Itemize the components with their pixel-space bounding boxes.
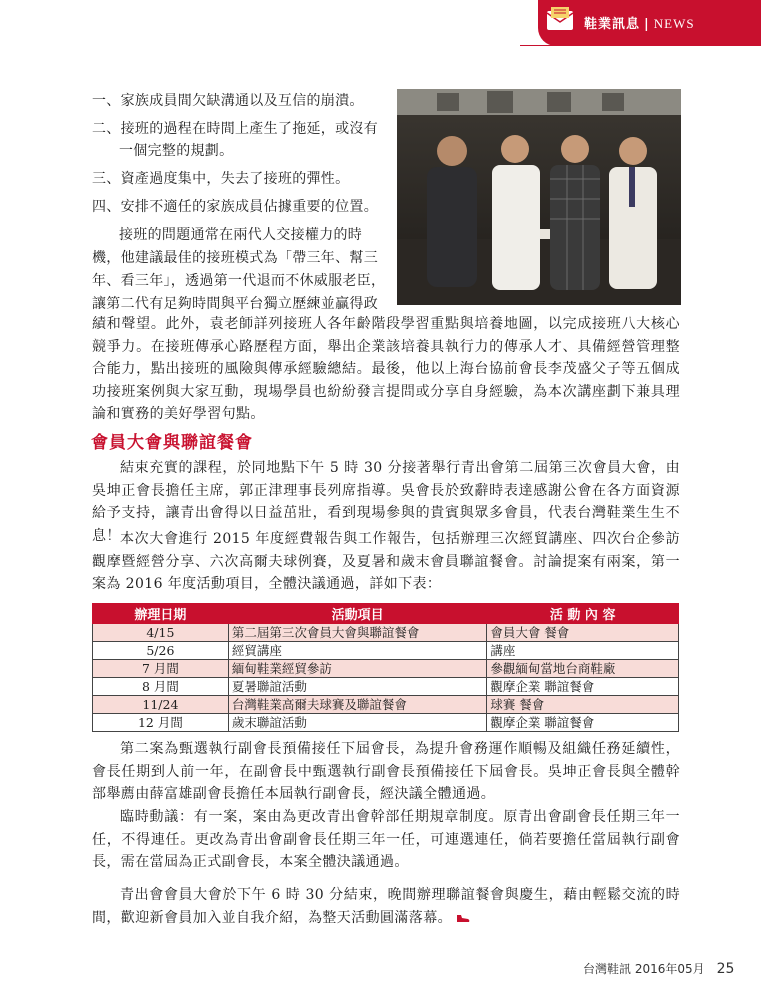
cell-date: 8 月間 [93, 678, 229, 696]
table-row [93, 642, 679, 660]
cell-activity: 緬甸鞋業經貿參訪 [228, 660, 487, 678]
cell-content: 觀摩企業 聯誼餐會 [487, 678, 679, 696]
group-photo-illustration [397, 89, 681, 305]
para-motion-text: 臨時動議：有一案，案由為更改青出會幹部任期規章制度。原青出會副會長任期三年一任，不得連任。更改為青出會副會長任期三年一任，可連選連任，倘若要擔任當屆執行副會長，需在當屆為正式副會長，本案全體決議通過。 [92, 809, 680, 870]
column-header-activity: 活動項目 [228, 604, 487, 624]
section-label [584, 13, 695, 32]
para1-line-2: 機，他建議最佳的接班模式為「帶三年、幫三 [92, 250, 378, 266]
cell-content: 講座 [487, 642, 679, 660]
cell-activity: 台灣鞋業高爾夫球賽及聯誼餐會 [228, 696, 487, 714]
cell-content: 球賽 餐會 [487, 696, 679, 714]
page-footer [583, 960, 734, 977]
list-item-2-continued: 一個完整的規劃。 [119, 143, 234, 159]
para-closing [92, 884, 680, 929]
section-tab [538, 0, 761, 46]
para-report [92, 528, 680, 596]
cell-activity: 歲末聯誼活動 [228, 714, 487, 732]
event-photo [397, 89, 681, 305]
para-second-proposal-text: 第二案為甄選執行副會長預備接任下屆會長，為提升會務運作順暢及組織任務延續性，會長任期到人前一年，在副會長中甄選執行副會長預備接任下屆會長。吳坤正會長與全體幹部舉薦由薛富雄副會長擔任本屆執行副會長，經決議全體通過。 [92, 741, 680, 802]
cell-content: 觀摩企業 聯誼餐會 [487, 714, 679, 732]
para1-line-1: 接班的問題通常在兩代人交接權力的時 [119, 227, 363, 243]
page-header [0, 0, 761, 46]
column-header-date: 辦理日期 [93, 604, 229, 624]
table-row [93, 678, 679, 696]
activity-schedule-table [92, 603, 679, 732]
para-assembly-text: 結束充實的課程，於同地點下午 5 時 30 分接著舉行青出會第二屆第三次會員大會，由吳坤正會長擔任主席，郭正津理事長列席指導。吳會長於致辭時表達感謝公會在各方面資源給予支持，讓青出會得以日益茁壯，看到現場參與的貴賓與眾多會員，代表台灣鞋業生生不息！ [92, 460, 680, 544]
envelope-icon [546, 6, 576, 32]
list-item-1: 一、家族成員間欠缺溝通以及互信的崩潰。 [92, 93, 364, 109]
cell-activity: 第二屆第三次會員大會與聯誼餐會 [228, 624, 487, 642]
cell-activity: 夏暑聯誼活動 [228, 678, 487, 696]
list-item-4: 四、安排不適任的家族成員佔據重要的位置。 [92, 199, 378, 215]
page-number: 25 [716, 961, 735, 977]
cell-content: 參觀緬甸當地台商鞋廠 [487, 660, 679, 678]
table-header-row [93, 604, 679, 624]
para-closing-text: 青出會會員大會於下午 6 時 30 分結束，晚間辦理聯誼餐會與慶生，藉由輕鬆交流的時間，歡迎新會員加入並自我介紹，為整天活動圓滿落幕。 [92, 887, 680, 926]
section-name: 鞋業訊息 [584, 17, 641, 32]
cell-content: 會員大會 餐會 [487, 624, 679, 642]
table-row [93, 624, 679, 642]
para1-rest-text: 績和聲望。此外，袁老師詳列接班人各年齡階段學習重點與培養地圖，以完成接班八大核心競爭力。在接班傳承心路歷程方面，舉出企業該培養具執行力的傳承人才、具備經營管理整合能力，點出接班的風險與傳承經驗總結。最後，他以上海台協前會長李茂盛父子等五個成功接班案例與大家互動，現場學員也紛紛發言提問或分享自身經驗，為本次講座劃下兼具理論和實務的美好學習句點。 [92, 316, 680, 422]
table-row [93, 660, 679, 678]
cell-date: 11/24 [93, 696, 229, 714]
para1-continued [92, 313, 680, 426]
para-second-proposal [92, 738, 680, 806]
cell-date: 5/26 [93, 642, 229, 660]
shoe-end-mark-icon [456, 913, 470, 923]
para-report-text: 本次大會進行 2015 年度經費報告與工作報告，包括辦理三次經貿講座、四次台企參訪觀摩暨經營分享、六次高爾夫球例賽，及夏暑和歲末會員聯誼餐會。討論提案有兩案，第一案為 2016 年度活動項目，全體決議通過，詳如下表： [92, 531, 680, 592]
list-item-3: 三、資產過度集中，失去了接班的彈性。 [92, 171, 350, 187]
section-heading: 會員大會與聯誼餐會 [91, 433, 253, 453]
para-motion [92, 806, 680, 874]
cell-date: 12 月間 [93, 714, 229, 732]
table-row [93, 714, 679, 732]
column-header-content: 活 動 內 容 [487, 604, 679, 624]
para-closing-wrapper [92, 884, 680, 929]
cell-date: 7 月間 [93, 660, 229, 678]
list-item-2: 二、接班的過程在時間上產生了拖延，或沒有 [92, 121, 378, 137]
para1-line-3: 年、看三年」，透過第一代退而不休威服老臣， [92, 273, 386, 289]
section-name-en: NEWS [653, 16, 695, 31]
para1-line-4: 讓第二代有足夠時間與平台獨立歷練並贏得政 [92, 296, 378, 312]
magazine-issue: 台灣鞋訊 2016年05月 [583, 962, 705, 976]
table-row [93, 696, 679, 714]
cell-date: 4/15 [93, 624, 229, 642]
section-separator: | [644, 17, 650, 32]
cell-activity: 經貿講座 [228, 642, 487, 660]
